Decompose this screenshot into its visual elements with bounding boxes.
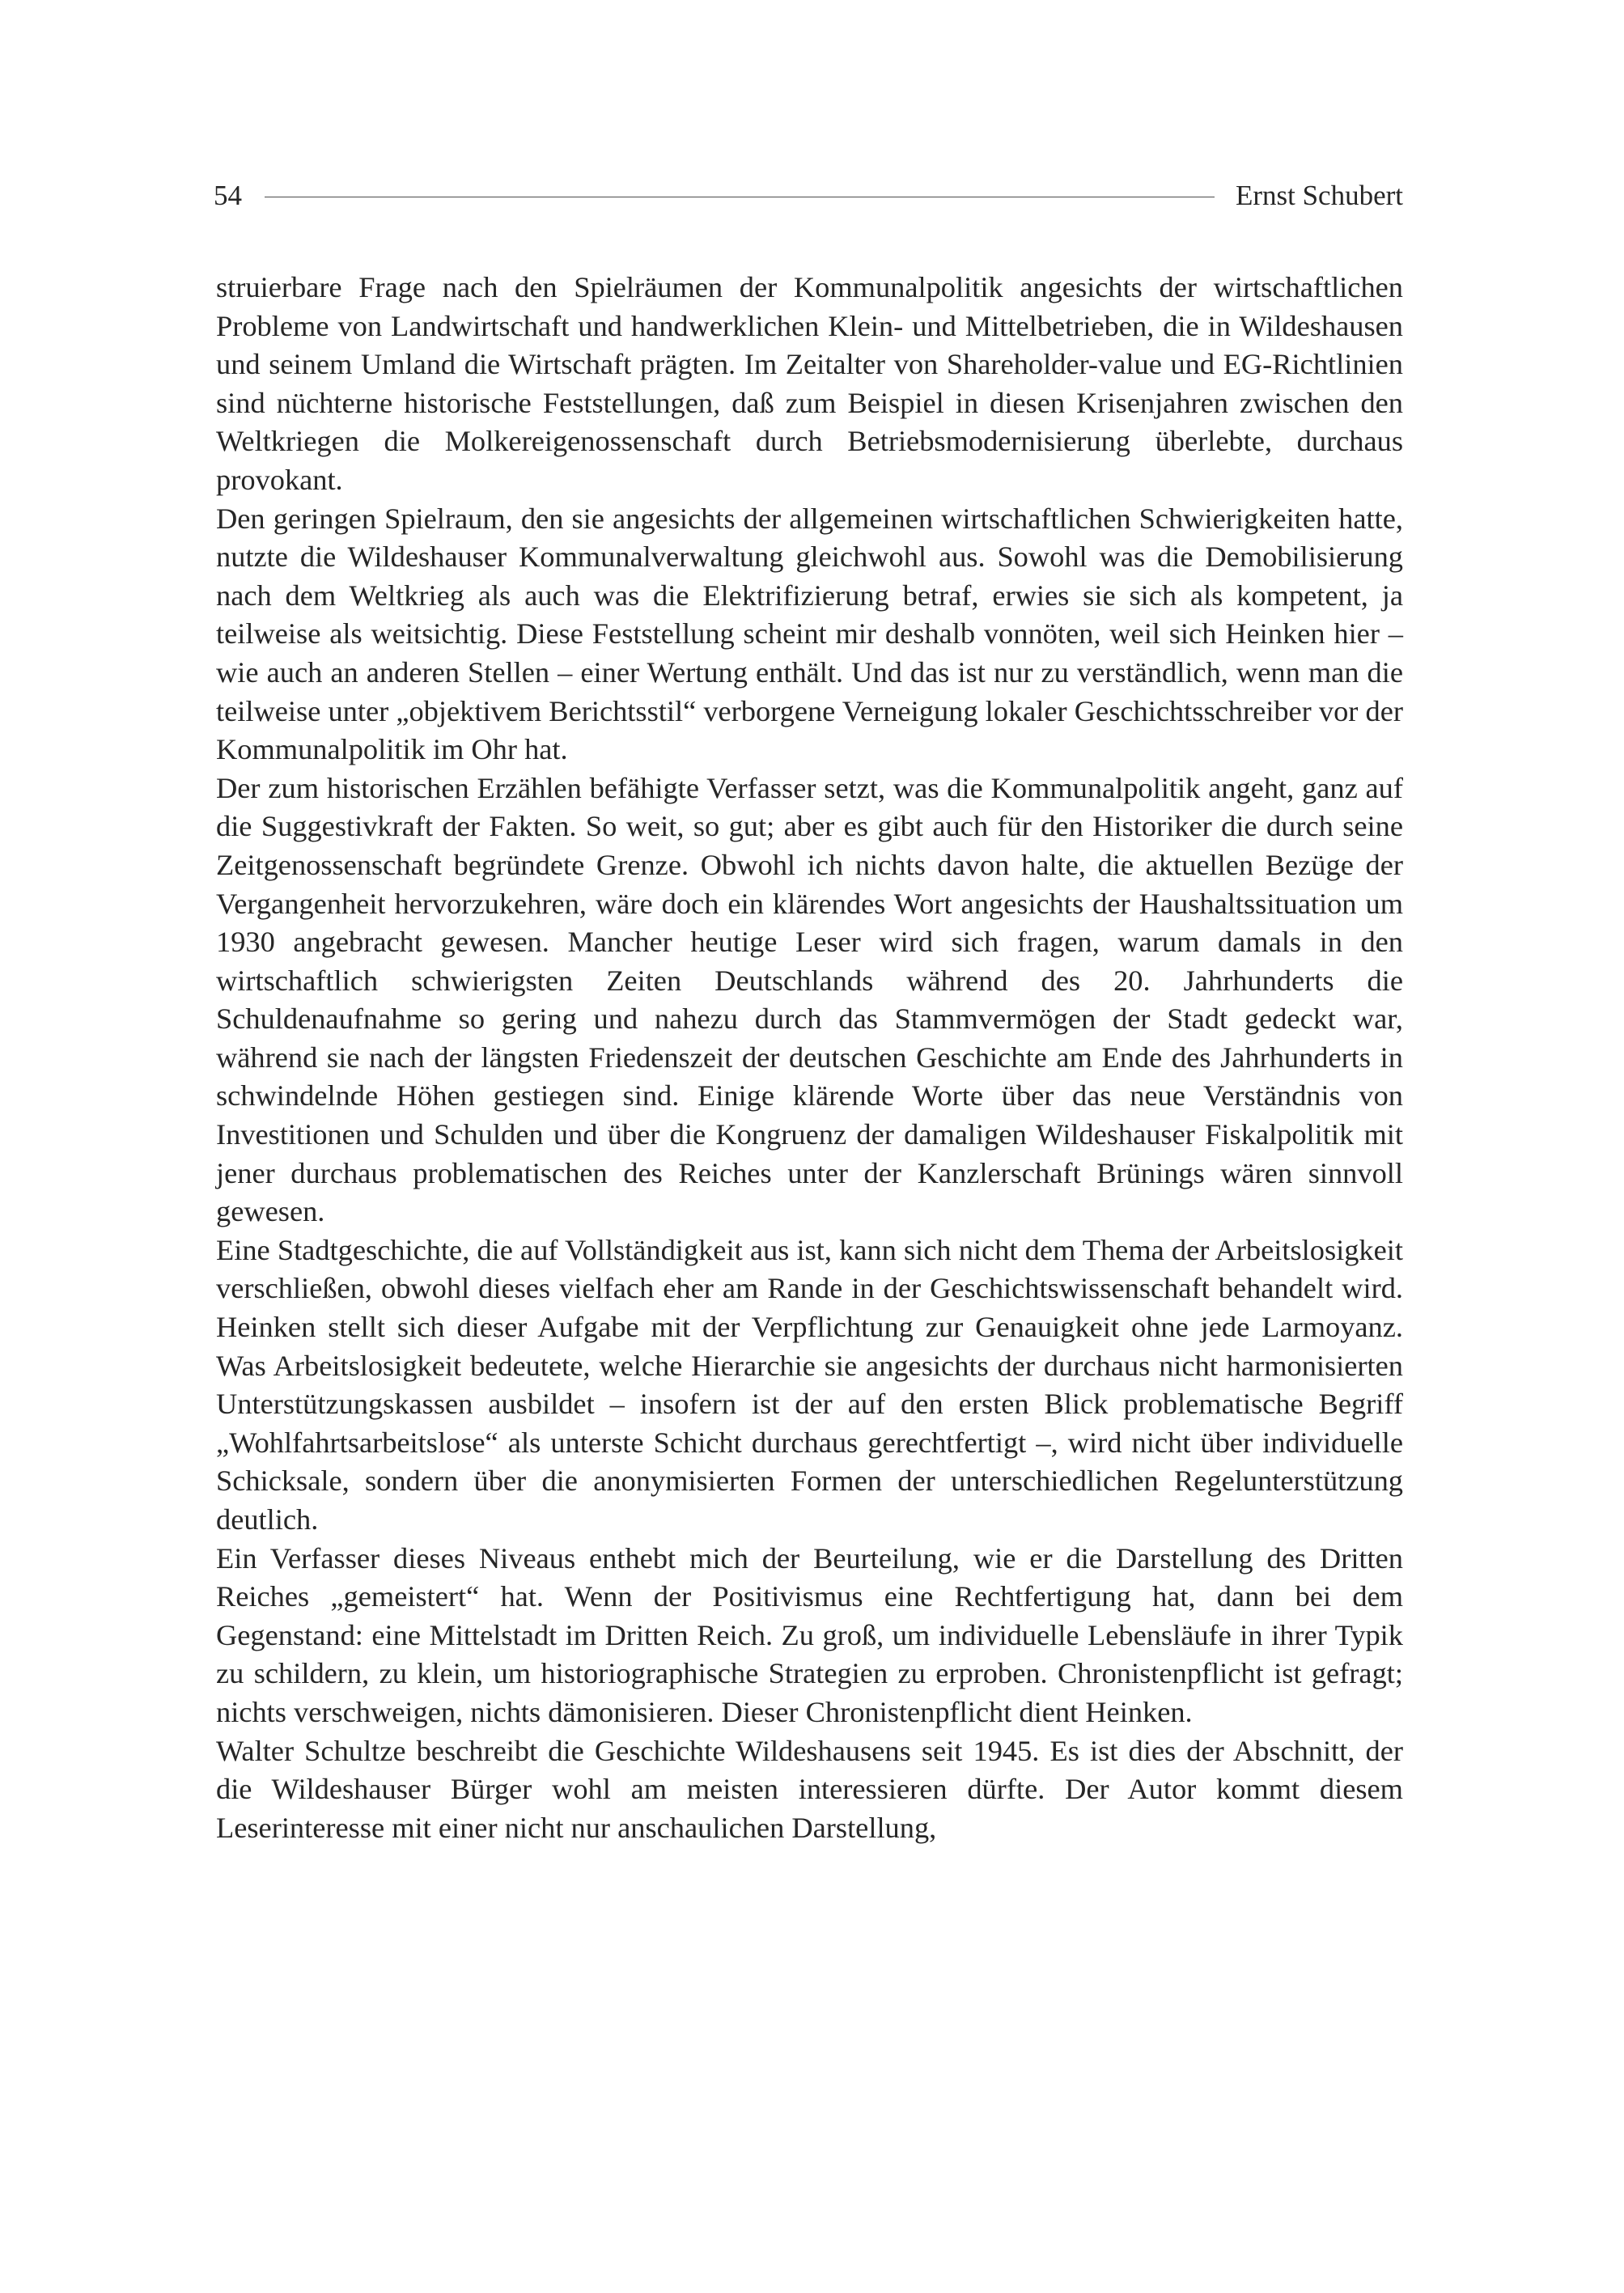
paragraph-1: struierbare Frage nach den Spielräumen der Kommunalpolitik angesichts der wirtschaftlichen Probleme von Landwirtschaft und handwerklichen Klein- und Mittelbetrieben, die in Wildeshausen und seinem Umland die Wirtschaft prägten. Im Zeitalter von Shareholder-value und EG-Richtlinien sind nüchterne historische Feststellungen, daß zum Beispiel in diesen Krisenjahren zwischen den Weltkriegen die Molkereigenossenschaft durch Betriebsmodernisierung überlebte, durchaus provokant.: [216, 271, 1403, 496]
paragraph-3: Der zum historischen Erzählen befähigte Verfasser setzt, was die Kommunalpolitik angeht, ganz auf die Suggestivkraft der Fakten. So weit, so gut; aber es gibt auch für den Historiker die durch seine Zeitgenossenschaft begründete Grenze. Obwohl ich nichts davon halte, die aktuellen Bezüge der Vergangenheit hervorzukehren, wäre doch ein klärendes Wort angesichts der Haushaltssituation um 1930 angebracht gewesen. Mancher heutige Leser wird sich fragen, warum damals in den wirtschaftlich schwierigsten Zeiten Deutschlands während des 20. Jahrhunderts die Schuldenaufnahme so gering und nahezu durch das Stammvermögen der Stadt gedeckt war, während sie nach der längsten Friedenszeit der deutschen Geschichte am Ende des Jahrhunderts in schwindelnde Höhen gestiegen sind. Einige klärende Worte über das neue Verständnis von Investitionen und Schulden und über die Kongruenz der damaligen Wildeshauser Fiskalpolitik mit jener durchaus problematischen des Reiches unter der Kanzlerschaft Brünings wären sinnvoll gewesen.: [216, 771, 1403, 1228]
paragraph-6: Walter Schultze beschreibt die Geschichte Wildeshausens seit 1945. Es ist dies der Abschnitt, der die Wildeshauser Bürger wohl am meisten interessieren dürfte. Der Autor kommt diesem Leserinteresse mit einer nicht nur anschaulichen Darstellung,: [216, 1734, 1403, 1844]
paragraph-2: Den geringen Spielraum, den sie angesichts der allgemeinen wirtschaftlichen Schwierigkeiten hatte, nutzte die Wildeshauser Kommunalverwaltung gleichwohl aus. Sowohl was die Demobilisierung nach dem Weltkrieg als auch was die Elektrifizierung betraf, erwies sie sich als kompetent, ja teilweise als weitsichtig. Diese Feststellung scheint mir deshalb vonnöten, weil sich Heinken hier – wie auch an anderen Stellen – einer Wertung enthält. Und das ist nur zu verständlich, wenn man die teilweise unter „objektivem Berichtsstil“ verborgene Verneigung lokaler Geschichtsschreiber vor der Kommunalpolitik im Ohr hat.: [216, 502, 1403, 766]
running-head-author: Ernst Schubert: [1235, 180, 1403, 211]
paragraph-4: Eine Stadtgeschichte, die auf Vollständigkeit aus ist, kann sich nicht dem Thema der Arbeitslosigkeit verschließen, obwohl dieses vielfach eher am Rande in der Geschichtswissenschaft behandelt wird. Heinken stellt sich dieser Aufgabe mit der Verpflichtung zur Genauigkeit ohne jede Larmoyanz. Was Arbeitslosigkeit bedeutete, welche Hierarchie sie angesichts der durchaus nicht harmonisierten Unterstützungskassen ausbildet – insofern ist der auf den ersten Blick problematische Begriff „Wohlfahrtsarbeitslose“ als unterste Schicht durchaus gerechtfertigt –, wird nicht über individuelle Schicksale, sondern über die anonymisierten Formen der unterschiedlichen Regelunterstützung deutlich.: [216, 1233, 1403, 1536]
page-number: 54: [214, 180, 242, 211]
body-text: [216, 269, 1403, 1847]
paragraph-5: Ein Verfasser dieses Niveaus enthebt mich der Beurteilung, wie er die Darstellung des Dritten Reiches „gemeistert“ hat. Wenn der Positivismus eine Rechtfertigung hat, dann bei dem Gegenstand: eine Mittelstadt im Dritten Reich. Zu groß, um individuelle Lebensläufe in ihrer Typik zu schildern, zu klein, um historiographische Strategien zu erproben. Chronistenpflicht ist gefragt; nichts verschweigen, nichts dämonisieren. Dieser Chronistenpflicht dient Heinken.: [216, 1541, 1403, 1728]
running-head: [214, 173, 1403, 218]
